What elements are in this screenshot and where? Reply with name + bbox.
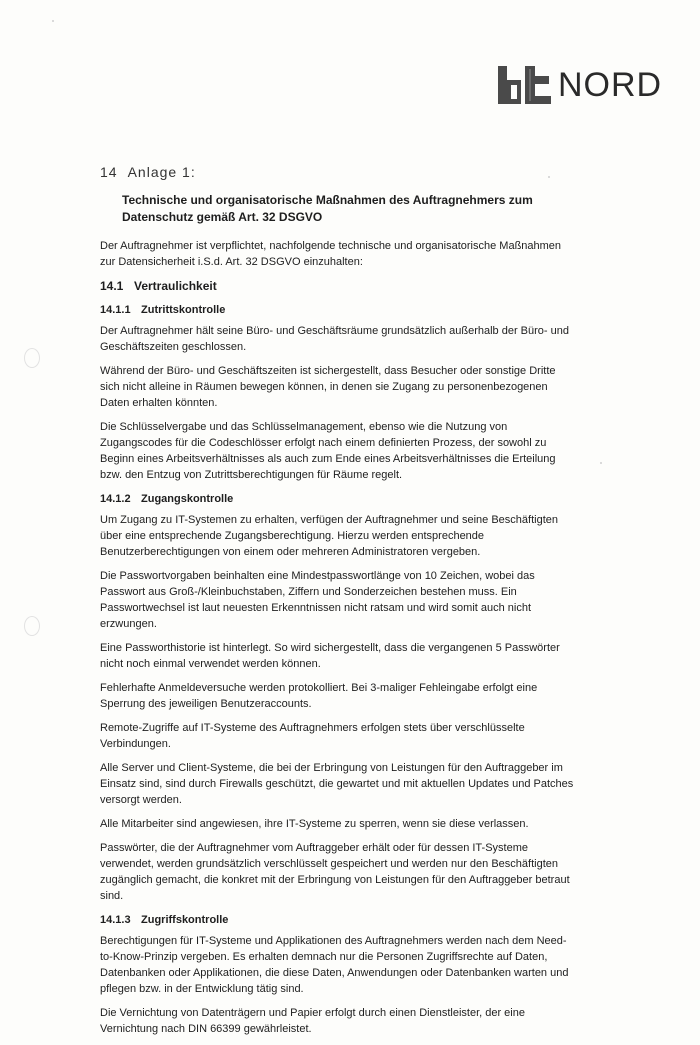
subsection-heading-zugangskontrolle bbox=[100, 491, 578, 507]
company-logo bbox=[498, 66, 662, 104]
paragraph: Berechtigungen für IT-Systeme und Applikationen des Auftragnehmers werden nach dem Need-to-Know-Prinzip vergeben. Es erhalten demnach nur die Personen Zugriffsrechte auf Daten, Datenbanken oder Applikationen, die diese Daten, Anwendungen oder Datenbanken warten und pflegen bzw. in der Entwicklung tätig sind. bbox=[100, 935, 569, 995]
paragraph: Die Passwortvorgaben beinhalten eine Mindestpasswortlänge von 10 Zeichen, wobei das Passwort aus Groß-/Kleinbuchstaben, Ziffern und Sonderzeichen bestehen muss. Ein Passwortwechsel ist laut neuesten Erkenntnissen nicht ratsam und wird somit auch nicht erzwungen. bbox=[100, 570, 535, 630]
punch-hole bbox=[24, 348, 40, 368]
subsection-number: 14.1.1 bbox=[100, 304, 131, 316]
paragraph: Alle Mitarbeiter sind angewiesen, ihre IT-Systeme zu sperren, wenn sie diese verlassen. bbox=[100, 818, 529, 830]
section-number: 14.1 bbox=[100, 279, 124, 293]
paragraph: Die Schlüsselvergabe und das Schlüsselmanagement, ebenso wie die Nutzung von Zugangscodes für die Codeschlösser erfolgt nach einem definierten Prozess, der sowohl zu Beginn eines Arbeitsverhältnisses als auch zum Ende eines Arbeitsverhältnisses die Erteilung bzw. den Entzug von Zutrittsberechtigungen für Räume regelt. bbox=[100, 421, 556, 481]
paragraph: Eine Passworthistorie ist hinterlegt. So wird sichergestellt, dass die vergangenen 5 Passwörter nicht noch einmal verwendet werden können. bbox=[100, 642, 560, 670]
subsection-heading-zugriffskontrolle bbox=[100, 912, 578, 928]
chapter-number: 14 bbox=[100, 164, 118, 180]
intro-paragraph: Der Auftragnehmer ist verpflichtet, nachfolgende technische und organisatorische Maßnahmen zur Datensicherheit i.S.d. Art. 32 DSGVO einzuhalten: bbox=[100, 240, 562, 268]
paragraph: Um Zugang zu IT-Systemen zu erhalten, verfügen der Auftragnehmer und seine Beschäftigten über eine entsprechende Zugangsberechtigung. Hierzu werden entsprechende Benutzerberechtigungen von einem oder mehreren Administratoren vergeben. bbox=[100, 514, 558, 558]
bt-logo-mark-icon bbox=[498, 66, 552, 104]
paragraph: Passwörter, die der Auftragnehmer vom Auftraggeber erhält oder für dessen IT-Systeme verwendet, werden grundsätzlich verschlüsselt gespeichert und werden nur den Beschäftigten zugänglich gemacht, die konkret mit der Erbringung von Leistungen für den Auftraggeber betraut sind. bbox=[100, 842, 570, 902]
paragraph: Während der Büro- und Geschäftszeiten ist sichergestellt, dass Besucher oder sonstige Dritte sich nicht alleine in Räumen bewegen können, in denen sie Zugang zu personenbezogenen Daten erhalten könnten. bbox=[100, 365, 556, 409]
subsection-title: Zugriffskontrolle bbox=[141, 914, 229, 926]
paragraph: Alle Server und Client-Systeme, die bei der Erbringung von Leistungen für den Auftraggeber im Einsatz sind, sind durch Firewalls geschützt, die gewartet und mit aktuellen Updates und Patches versorgt werden. bbox=[100, 762, 574, 806]
subsection-number: 14.1.2 bbox=[100, 493, 131, 505]
scan-speck bbox=[600, 462, 602, 464]
punch-hole bbox=[24, 616, 40, 636]
section-title: Vertraulichkeit bbox=[134, 279, 217, 293]
chapter-label: Anlage 1: bbox=[127, 164, 196, 180]
document-title: Technische und organisatorische Maßnahmen des Auftragnehmers zum Datenschutz gemäß Art. 32 DSGVO bbox=[122, 193, 533, 224]
paragraph: Der Auftragnehmer hält seine Büro- und Geschäftsräume grundsätzlich außerhalb der Büro- und Geschäftszeiten geschlossen. bbox=[100, 325, 569, 353]
subsection-title: Zugangskontrolle bbox=[141, 493, 234, 505]
subsection-title: Zutrittskontrolle bbox=[141, 304, 226, 316]
logo-wordmark: NORD bbox=[558, 66, 663, 104]
subsection-heading-zutrittskontrolle bbox=[100, 302, 578, 318]
chapter-heading bbox=[100, 164, 578, 180]
scan-speck bbox=[52, 20, 54, 22]
document-body bbox=[100, 164, 578, 1045]
subsection-number: 14.1.3 bbox=[100, 914, 131, 926]
section-heading bbox=[100, 278, 578, 294]
paragraph: Die Vernichtung von Datenträgern und Papier erfolgt durch einen Dienstleister, der eine Vernichtung nach DIN 66399 gewährleistet. bbox=[100, 1007, 525, 1035]
paragraph: Fehlerhafte Anmeldeversuche werden protokolliert. Bei 3-maliger Fehleingabe erfolgt eine Sperrung des jeweiligen Benutzeraccounts. bbox=[100, 682, 538, 710]
paragraph: Remote-Zugriffe auf IT-Systeme des Auftragnehmers erfolgen stets über verschlüsselte Verbindungen. bbox=[100, 722, 525, 750]
